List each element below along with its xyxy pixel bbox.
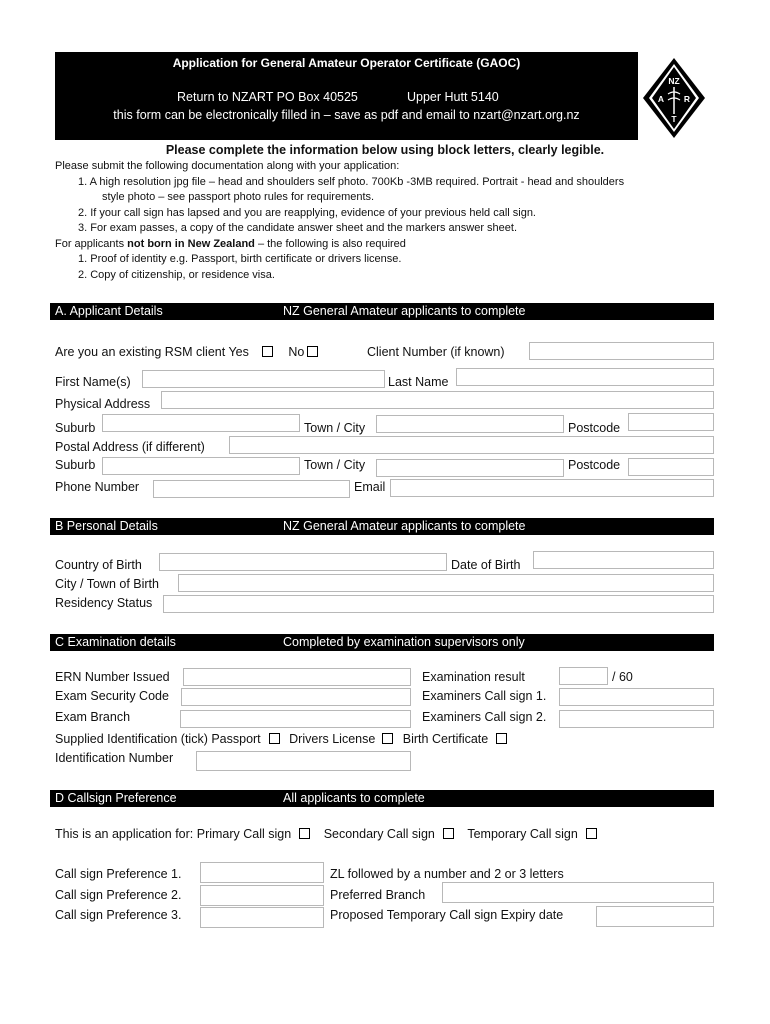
postal-town-field[interactable] [376,459,564,477]
expiry-field[interactable] [596,906,714,927]
pref3-label: Call sign Preference 3. [55,908,182,922]
exam-result-field[interactable] [559,667,608,685]
exam-branch-label: Exam Branch [55,710,131,724]
exam-branch-field[interactable] [180,710,411,728]
drivers-license-label: Drivers License [289,732,376,746]
preferred-branch-field[interactable] [442,882,714,903]
nzart-logo [641,56,707,140]
section-c-bar [50,634,714,651]
doc-item-3: 3. For exam passes, a copy of the candidate answer sheet and the markers answer sheet. [78,222,518,234]
pref3-field[interactable] [200,907,324,928]
passport-checkbox[interactable] [269,733,280,744]
supplied-id-label: Supplied Identification (tick) Passport [55,732,261,746]
secondary-callsign-checkbox[interactable] [443,828,454,839]
email-instructions: this form can be electronically filled in – save as pdf and email to nzart@nzart.org.nz [113,108,580,122]
examiner2-field[interactable] [559,710,714,728]
id-number-field[interactable] [196,751,411,771]
not-born-bold: not born in New Zealand [127,238,255,250]
pref1-label: Call sign Preference 1. [55,867,182,881]
first-name-field[interactable] [142,370,385,388]
town-label: Town / City [304,421,366,435]
nb-item-1: 1. Proof of identity e.g. Passport, birth certificate or drivers license. [78,253,402,265]
postal-town-label: Town / City [304,458,366,472]
ern-label: ERN Number Issued [55,670,170,684]
supplied-id-row [55,732,507,746]
rsm-label: Are you an existing RSM client Yes [55,345,249,359]
section-b-title: B Personal Details [55,519,158,533]
id-number-label: Identification Number [55,751,174,765]
not-born-text [55,237,406,253]
exam-result-label: Examination result [422,670,525,684]
not-born-prefix: For applicants [55,238,128,250]
section-d-bar [50,790,714,807]
postal-postcode-label: Postcode [568,458,621,472]
pref2-field[interactable] [200,885,324,906]
section-c-title: C Examination details [55,635,176,649]
secondary-callsign-label: Secondary Call sign [323,827,435,841]
rsm-no-label: No [288,345,305,359]
ern-field[interactable] [183,668,411,686]
postal-postcode-field[interactable] [628,458,714,476]
zl-format-note: ZL followed by a number and 2 or 3 letters [330,867,564,881]
primary-callsign-checkbox[interactable] [299,828,310,839]
logo-text-top: NZ [668,76,680,86]
preferred-branch-label: Preferred Branch [330,888,426,902]
dob-label: Date of Birth [451,558,521,572]
drivers-license-checkbox[interactable] [382,733,393,744]
last-name-label: Last Name [388,375,449,389]
examiner2-label: Examiners Call sign 2. [422,710,547,724]
phone-label: Phone Number [55,480,140,494]
exam-result-max: / 60 [612,670,633,684]
application-for-label: This is an application for: Primary Call sign [55,827,292,841]
security-code-label: Exam Security Code [55,689,169,703]
form-title: Application for General Amateur Operator Certificate (GAOC) [172,56,521,70]
section-d-title: D Callsign Preference [55,791,177,805]
dob-field[interactable] [533,551,714,569]
town-field[interactable] [376,415,564,433]
not-born-suffix: – the following is also required [254,238,406,250]
city-birth-label: City / Town of Birth [55,577,159,591]
birth-cert-checkbox[interactable] [496,733,507,744]
postal-suburb-field[interactable] [102,457,300,475]
country-birth-label: Country of Birth [55,558,142,572]
client-number-label: Client Number (if known) [367,345,505,359]
country-birth-field[interactable] [159,553,447,571]
examiner1-label: Examiners Call sign 1. [422,689,547,703]
return-city: Upper Hutt 5140 [407,90,499,104]
first-name-label: First Name(s) [55,375,131,389]
email-field[interactable] [390,479,714,497]
residency-label: Residency Status [55,596,153,610]
postal-suburb-label: Suburb [55,458,96,472]
email-label: Email [354,480,386,494]
birth-cert-label: Birth Certificate [402,732,489,746]
section-b-bar [50,518,714,535]
pref2-label: Call sign Preference 2. [55,888,182,902]
security-code-field[interactable] [181,688,411,706]
pref1-field[interactable] [200,862,324,883]
rsm-yes-checkbox[interactable] [262,346,273,357]
physical-address-label: Physical Address [55,397,151,411]
section-d-note: All applicants to complete [283,791,425,805]
application-type-row [55,827,597,841]
rsm-no-checkbox[interactable] [307,346,318,357]
nb-item-2: 2. Copy of citizenship, or residence visa. [78,269,275,281]
return-address: Return to NZART PO Box 40525 [177,90,358,104]
submit-text: Please submit the following documentation along with your application: [55,160,400,172]
client-number-field[interactable] [529,342,714,360]
postal-address-label: Postal Address (if different) [55,440,205,454]
postal-address-field[interactable] [229,436,714,454]
instruction-heading: Please complete the information below using block letters, clearly legible. [165,143,605,157]
doc-item-2: 2. If your call sign has lapsed and you are reapplying, evidence of your previous held call sign. [78,207,536,219]
last-name-field[interactable] [456,368,714,386]
temporary-callsign-checkbox[interactable] [586,828,597,839]
section-a-bar [50,303,714,320]
logo-text-right: R [683,94,691,104]
expiry-label: Proposed Temporary Call sign Expiry date [330,908,564,922]
phone-field[interactable] [153,480,350,498]
suburb-label: Suburb [55,421,96,435]
logo-text-bottom: T [671,114,677,124]
doc-item-1-cont: style photo – see passport photo rules for requirements. [102,191,375,203]
section-a-title: A. Applicant Details [55,304,163,318]
city-birth-field[interactable] [178,574,714,592]
doc-item-1: 1. A high resolution jpg file – head and shoulders self photo. 700Kb -3MB required. Portrait - head and shoulders [78,176,625,188]
postcode-label: Postcode [568,421,621,435]
rsm-question [55,345,318,359]
examiner1-field[interactable] [559,688,714,706]
suburb-field[interactable] [102,414,300,432]
residency-field[interactable] [163,595,714,613]
physical-address-field[interactable] [161,391,714,409]
temporary-callsign-label: Temporary Call sign [467,827,578,841]
section-a-note: NZ General Amateur applicants to complete [283,304,526,318]
logo-text-left: A [657,94,665,104]
section-c-note: Completed by examination supervisors only [283,635,525,649]
form-header [55,52,638,140]
postcode-field[interactable] [628,413,714,431]
section-b-note: NZ General Amateur applicants to complete [283,519,526,533]
